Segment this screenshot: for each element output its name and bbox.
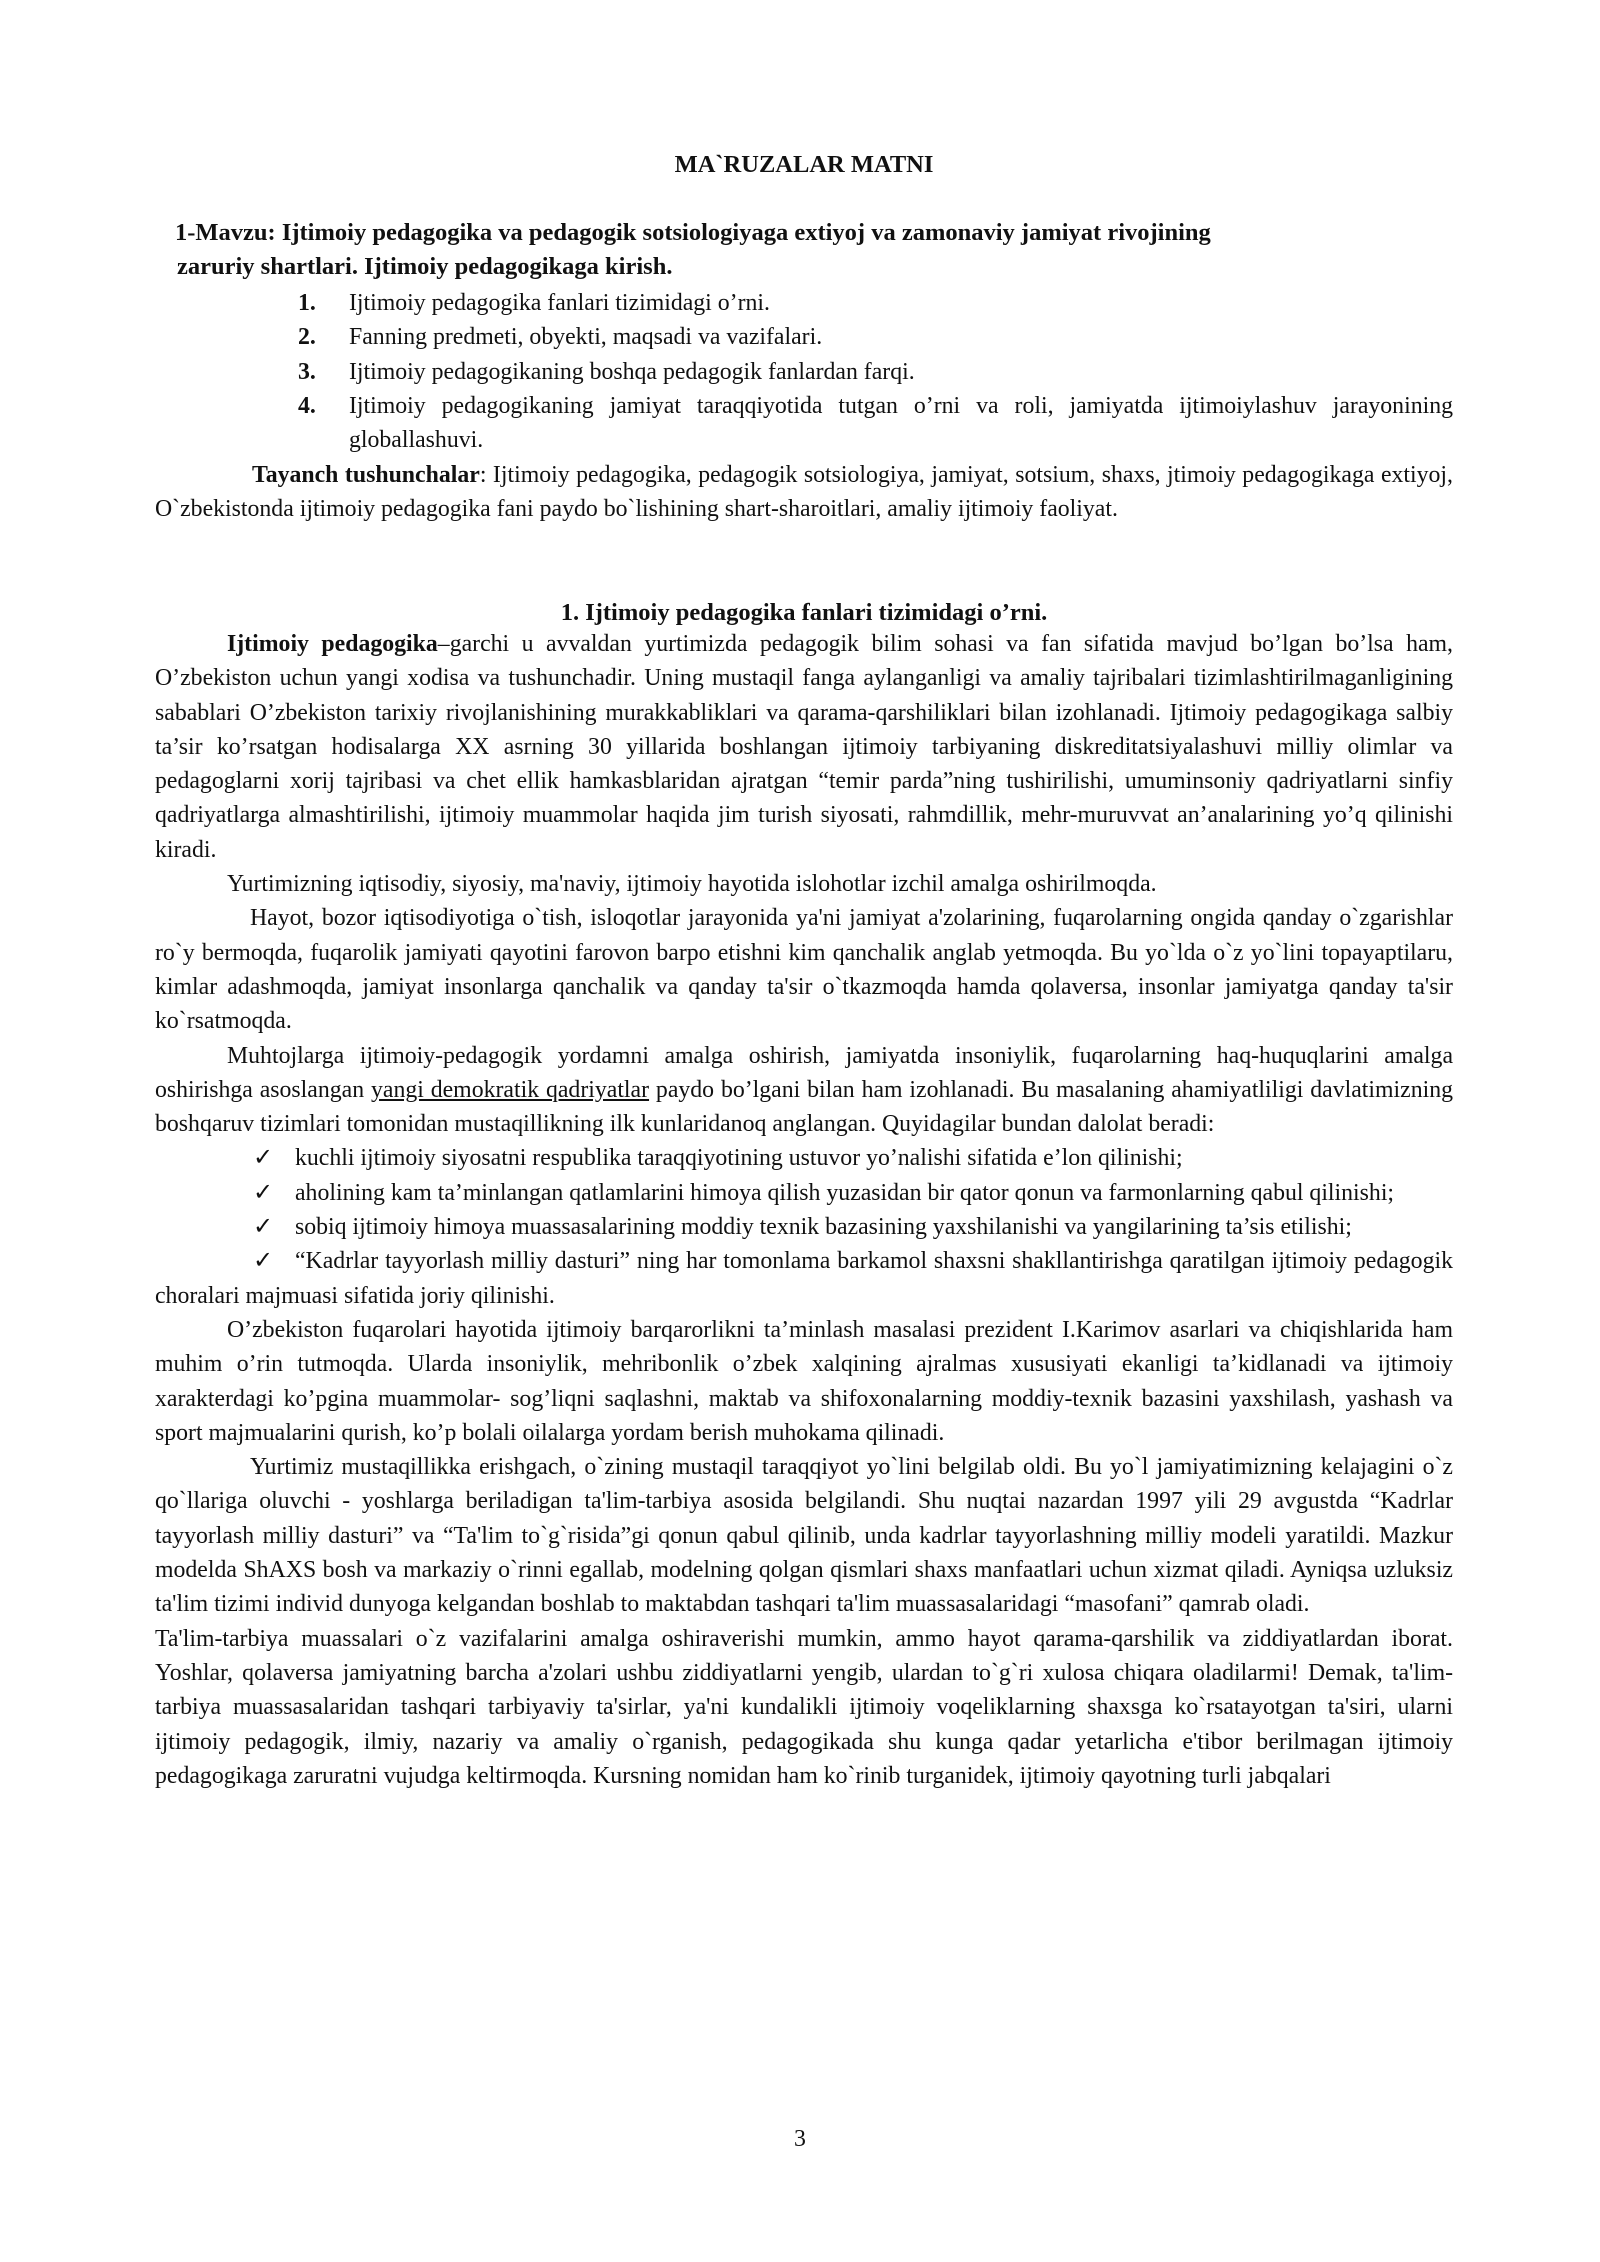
underlined-phrase: yangi demokratik qadriyatlar bbox=[370, 1076, 650, 1103]
paragraph-text: paydo bo’lgani bilan ham izohlanadi. Bu masalaning ahamiyatliligi davlatimizning boshqaruv tizimlari tomonidan mustaqillikning ilk kunlaridanoq anglangan. Quyidagilar bundan dalolat beradi: bbox=[155, 1076, 1454, 1138]
paragraph: Yurtimizning iqtisodiy, siyosiy, ma'naviy, ijtimoiy hayotida islohotlar izchil amalga oshirilmoqda. bbox=[227, 871, 1157, 898]
checkmark-icon: ✓ bbox=[253, 1145, 273, 1172]
topic-outline bbox=[155, 286, 1453, 457]
outline-item bbox=[155, 355, 1453, 389]
outline-text: Ijtimoiy pedagogikaning jamiyat taraqqiyotida tutgan o’rni va roli, jamiyatda ijtimoiylashuv jarayonining globallashuvi. bbox=[349, 392, 1453, 454]
outline-number: 2. bbox=[298, 324, 316, 351]
outline-text: Fanning predmeti, obyekti, maqsadi va vazifalari. bbox=[349, 324, 823, 351]
paragraph: Ta'lim-tarbiya muassalari o`z vazifalarini amalga oshiraverishi mumkin, ammo hayot qarama-qarshilik va ziddiyatlardan iborat. Yoshlar, qolaversa jamiyatning barcha a'zolari ushbu ziddiyatlarni yengib, ulardan to`g`ri xulosa chiqara oladilarmi! Demak, ta'lim-tarbiya muassasalaridan tashqari tarbiyaviy ta'sirlar, ya'ni kundalikli ijtimoiy voqeliklarning shaxsga ko`rsatayotgan ta'siri, ularni ijtimoiy pedagogik, ilmiy, nazariy va amaliy o`rganish, pedagogikada shu kunga qadar yetarlicha e'tibor berilmagan ijtimoiy pedagogikaga zaruratni vujudga keltirmoqda. Kursning nomidan ham ko`rinib turganidek, ijtimoiy qayotning turli jabqalari bbox=[155, 1625, 1453, 1789]
topic-line-1: 1-Mavzu: Ijtimoiy pedagogika va pedagogik sotsiologiyaga extiyoj va zamonaviy jamiyat rivojining bbox=[175, 219, 1211, 246]
check-item bbox=[155, 1141, 1453, 1175]
paragraph: O’zbekiston fuqarolari hayotida ijtimoiy barqarorlikni ta’minlash masalasi prezident I.Karimov asarlari va chiqishlarida ham muhim o’rin tutmoqda. Ularda insoniylik, mehribonlik o’zbek xalqining ajralmas xususiyati ekanligi ta’kidlanadi va ijtimoiy xarakterdagi ko’pgina muammolar- sog’liqni saqlashni, maktab va shifoxonalarning moddiy-texnik bazasini yaxshilash, yashash va sport majmualarini qurish, ko’p bolali oilalarga yordam berish muhokama qilinadi. bbox=[155, 1316, 1453, 1446]
key-terms-text: : Ijtimoiy pedagogika, pedagogik sotsiologiya, jamiyat, sotsium, shaxs, jtimoiy pedagogikaga extiyoj, O`zbekistonda ijtimoiy pedagogika fani paydo bo`lishining shart-sharoitlari, amaliy ijtimoiy faoliyat. bbox=[155, 462, 1453, 523]
checkmark-icon: ✓ bbox=[253, 1179, 273, 1206]
outline-text: Ijtimoiy pedagogika fanlari tizimidagi o’rni. bbox=[349, 290, 770, 316]
outline-item bbox=[155, 389, 1453, 458]
paragraph bbox=[155, 627, 1453, 867]
key-terms-label: Tayanch tushunchalar bbox=[252, 462, 480, 488]
topic-heading bbox=[175, 216, 1453, 285]
paragraph-lead-term: Ijtimoiy pedagogika bbox=[227, 631, 438, 657]
paragraph-text: Muhtojlarga ijtimoiy-pedagogik yordamni amalga oshirish, jamiyatda insoniylik, fuqarolarning haq-huquqlarini amalga oshirishga asoslangan bbox=[155, 1042, 1453, 1103]
paragraph bbox=[155, 1039, 1453, 1142]
paragraph: Yurtimiz mustaqillikka erishgach, o`zining mustaqil taraqqiyot yo`lini belgilab oldi. Bu yo`l jamiyatimizning kelajagini o`z qo`llariga oluvchi - yoshlarga beriladigan ta'lim-tarbiya asosida belgilandi. Shu nuqtai nazardan 1997 yili 29 avgustda “Kadrlar tayyorlash milliy dasturi” va “Ta'lim to`g`risida”gi qonun qabul qilinib, unda kadrlar tayyorlashning milliy modeli yaratildi. Mazkur modelda ShAXS bosh va markaziy o`rinni egallab, modelning qolgan qismlari shaxs manfaatlari uchun xizmat qiladi. Ayniqsa uzluksiz ta'lim tizimi individ dunyoga kelgandan boshlab to maktabdan tashqari ta'lim muassasalaridagi “masofani” qamrab oladi. bbox=[155, 1454, 1453, 1618]
document-title: MA`RUZALAR MATNI bbox=[674, 151, 934, 178]
page-number: 3 bbox=[794, 2126, 806, 2152]
outline-item bbox=[155, 320, 1453, 354]
check-item-text: “Kadrlar tayyorlash milliy dasturi” ning har tomonlama barkamol shaxsni shakllantirishga qaratilgan ijtimoiy pedagogik choralari majmuasi sifatida joriy qilinishi. bbox=[155, 1248, 1453, 1309]
check-item-text: kuchli ijtimoiy siyosatni respublika taraqqiyotining ustuvor yo’nalishi sifatida e’lon qilinishi; bbox=[295, 1145, 1183, 1172]
check-item bbox=[155, 1244, 1453, 1313]
checkmark-icon: ✓ bbox=[253, 1214, 273, 1241]
outline-text: Ijtimoiy pedagogikaning boshqa pedagogik fanlardan farqi. bbox=[349, 358, 915, 385]
check-item-text: sobiq ijtimoiy himoya muassasalarining moddiy texnik bazasining yaxshilanishi va yangilarining ta’sis etilishi; bbox=[295, 1214, 1352, 1241]
check-item bbox=[155, 1176, 1453, 1210]
check-item-text: aholining kam ta’minlangan qatlamlarini himoya qilish yuzasidan bir qator qonun va farmonlarning qabul qilinishi; bbox=[295, 1179, 1395, 1206]
key-terms bbox=[155, 458, 1453, 527]
section-heading: 1. Ijtimoiy pedagogika fanlari tizimidagi o’rni. bbox=[560, 599, 1048, 626]
paragraph-text: –garchi u avvaldan yurtimizda pedagogik bilim sohasi va fan sifatida mavjud bo’lgan bo’lsa ham, O’zbekiston uchun yangi xodisa va tushunchadir. Uning mustaqil fanga aylanganligi va amaliy tajribalari tizimlashtirilmaganligining sabablari O’zbekiston tarixiy rivojlanishining murakkabliklari va qarama-qarshiliklari bilan izohlanadi. Ijtimoiy pedagogikaga salbiy ta’sir ko’rsatgan hodisalarga XX asrning 30 yillarida boshlangan ijtimoiy tarbiyaning diskreditatsiyalashuvi milliy olimlar va pedagoglarni xorij tajribasi va chet ellik hamkasblaridan ajratgan “temir parda”ning tushirilishi, umuminsoniy qadriyatlarni sinfiy qadriyatlarga almashtirilishi, ijtimoiy muammolar haqida jim turish siyosati, rahmdillik, mehr-muruvvat an’analarining yo’q qilinishi kiradi. bbox=[155, 631, 1453, 863]
check-item bbox=[155, 1210, 1453, 1244]
outline-number: 1. bbox=[298, 290, 316, 316]
topic-line-2: zaruriy shartlari. Ijtimoiy pedagogikaga kirish. bbox=[177, 253, 673, 281]
checkmark-icon: ✓ bbox=[253, 1248, 273, 1275]
body-text bbox=[155, 627, 1453, 1793]
outline-number: 3. bbox=[298, 358, 316, 385]
outline-number: 4. bbox=[298, 392, 316, 419]
paragraph: Hayot, bozor iqtisodiyotiga o`tish, isloqotlar jarayonida ya'ni jamiyat a'zolarining, fuqarolarning ongida qanday o`zgarishlar ro`y bermoqda, fuqarolik jamiyati qayotini farovon barpo etishni kim qanchalik anglab yetmoqda. Bu yo`lda o`z yo`lini topayaptilaru, kimlar adashmoqda, jamiyat insonlarga qanchalik va qanday ta'sir o`tkazmoqda hamda qolaversa, insonlar jamiyatga qanday ta'sir ko`rsatmoqda. bbox=[155, 905, 1453, 1035]
outline-item bbox=[155, 286, 1453, 320]
